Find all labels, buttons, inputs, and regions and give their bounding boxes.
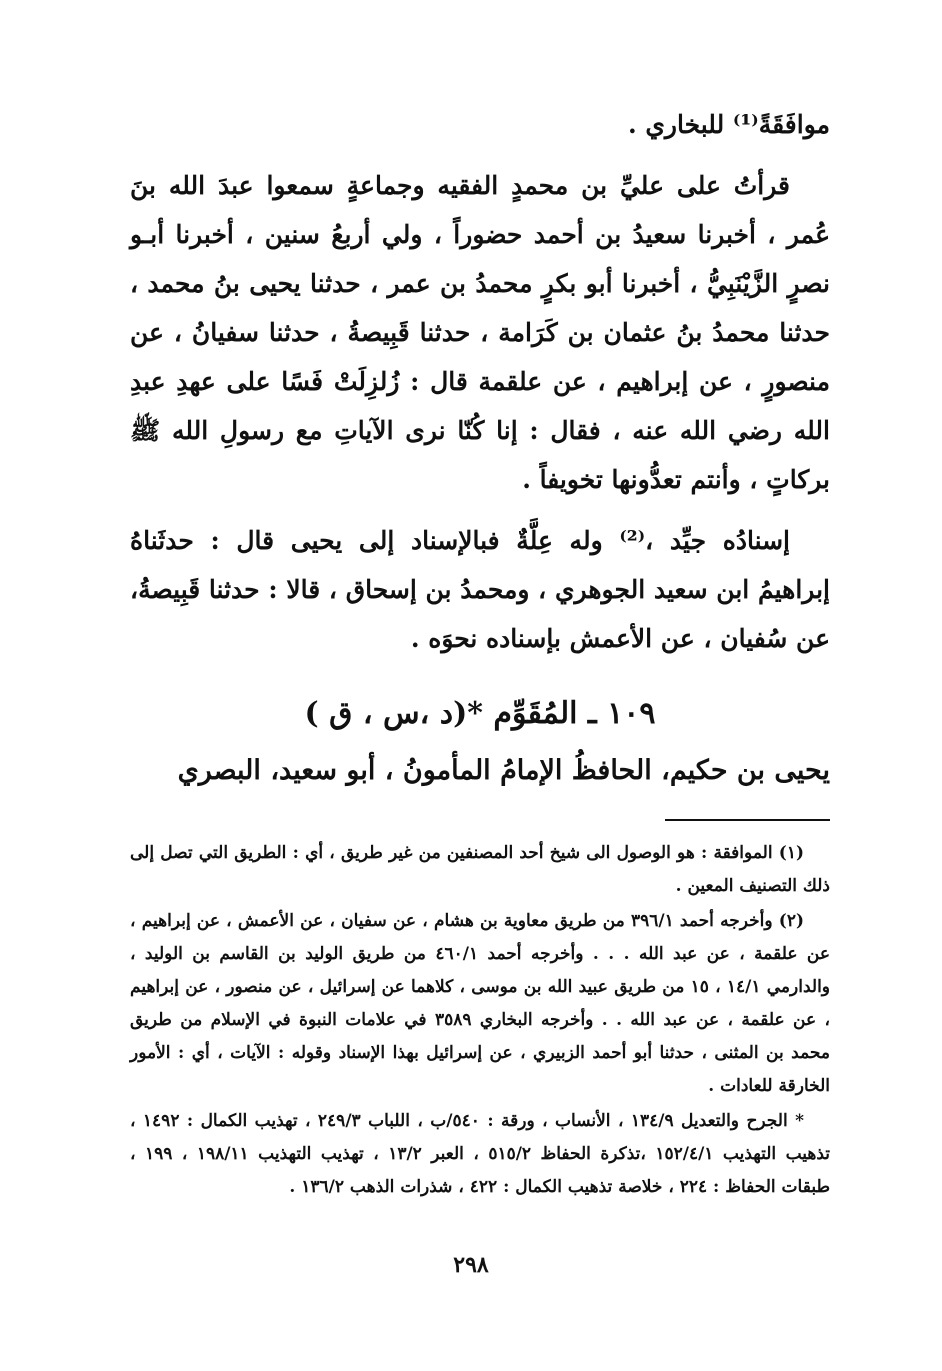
isnad-paragraph: إسنادُه جيِّد ،⁽²⁾ وله عِلَّةٌ فبالإسناد إلى يحيى قال : حدثَناهُ إبراهيمُ ابن سعيد الجوهري ، ومحمدُ بن إسحاق ، قالا : حدثنا قَبِيصةُ، عن سُفيان ، عن الأعمش بإسناده نحوَه . [130,526,830,653]
opening-line: موافَقَةً⁽¹⁾ للبخاري . [627,110,830,139]
footnote-2: (٢) وأخرجه أحمد ٣٩٦/١ من طريق معاوية بن هشام ، عن سفيان ، عن الأعمش ، عن إبراهيم ، عن علقمة ، عن عبد الله . . . وأخرجه أحمد ٤٦٠/١ من طريق الوليد بن القاسم بن الوليد ، والدارمي ١٤/١ ، ١٥ من طريق عبيد الله بن موسى ، كلاهما عن إسرائيل ، عن منصور ، عن إبراهيم ، عن علقمة ، عن عبد الله . . وأخرجه البخاري ٣٥٨٩ في علامات النبوة في الإسلام من طريق محمد بن المثنى ، حدثنا أبو أحمد الزبيري ، عن إسرائيل بهذا الإسناد وقوله : الآيات ، أي : الأمور الخارقة للعادات . [130,911,831,1096]
main-text [130,100,830,663]
narration-paragraph: قرأتُ على عليِّ بن محمدٍ الفقيه وجماعةٍ سمعوا عبدَ الله بنَ عُمر ، أخبرنا سعيدُ بن أحمد حضوراً ، ولي أربعُ سنين ، أخبرنا أبـو نصرٍ الزَّيْنَبِيُّ ، أخبرنا أبو بكرٍ محمدُ بن عمر ، حدثنا يحيى بنُ محمد ، حدثنا محمدُ بنُ عثمان بن كَرَامة ، حدثنا قَبِيصةُ ، حدثنا سفيانُ ، عن منصورٍ ، عن إبراهيم ، عن علقمة قال : زُلزِلَتْ فَسًا على عهدِ عبدِ الله رضي الله عنه ، فقال : إنا كُنّا نرى الآياتِ مع رسولِ الله ﷺ بركاتٍ ، وأنتم تعدُّونها تخويفاً . [130,171,830,494]
page-number: ٢٩٨ [453,1252,489,1278]
footnotes [130,837,830,1204]
footnote-sources: * الجرح والتعديل ١٣٤/٩ ، الأنساب ، ورقة : ٥٤٠/ب ، اللباب ٢٤٩/٣ ، تهذيب الكمال : ١٤٩٢ ، تذهيب التهذيب ١٥٢/٤/١ ،تذكرة الحفاظ ٥١٥/٢ ، العبر ١٣/٢ ، تهذيب التهذيب ١٩٨/١١ ، ١٩٩ ، طبقات الحفاظ : ٢٢٤ ، خلاصة تذهيب الكمال : ٤٢٢ ، شذرات الذهب ١٣٦/٢ . [130,1111,831,1197]
entry-heading: ١٠٩ ـ المُقَوِّم *(د ،س ، ق ) [304,696,656,731]
footnote-1: (١) الموافقة : هو الوصول الى شيخ أحد المصنفين من غير طريق ، أي : الطريق التي تصل إلى ذلك التصنيف المعين . [130,843,830,896]
footnote-divider [665,819,830,821]
entry-name-line: يحيى بن حكيم، الحافظُ الإمامُ المأمونُ ، أبو سعيد، البصري [177,755,830,786]
book-page [130,100,830,1204]
